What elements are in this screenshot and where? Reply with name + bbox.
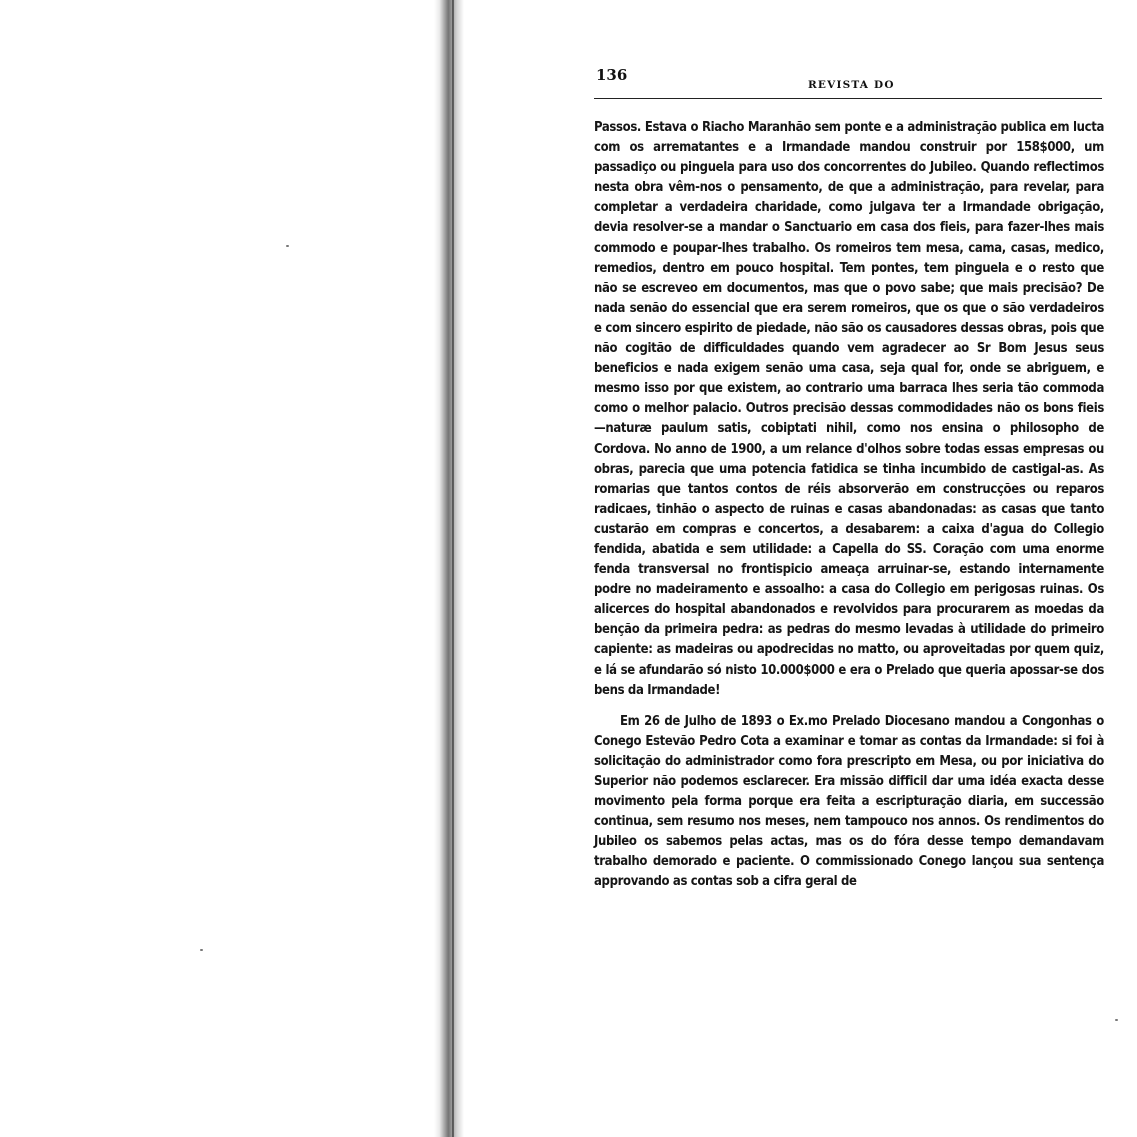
book-binding-shadow bbox=[434, 0, 464, 1137]
running-header: REVISTA DO bbox=[808, 79, 895, 91]
page-gutter-edge bbox=[452, 0, 454, 1137]
scan-speck bbox=[286, 245, 289, 247]
paragraph: Em 26 de Julho de 1893 o Ex.mo Prelado Diocesano mandou a Congonhas o Conego Estevão Pedro Cota a examinar e tomar as contas da Irmandade: si foi à solicitação do administrador como fora prescripto em Mesa, ou por iniciativa do Superior não podemos esclarecer. Era missão difficil dar uma idéa exacta desse movimento pela forma porque era feita a escripturação diaria, em successão continua, sem resumo nos meses, nem tampouco nos annos. Os rendimentos do Jubileo os sabemos pelas actas, mas os do fóra desse tempo demandavam trabalho demorado e paciente. O commissionado Conego lançou sua sentença approvando as contas sob a cifra geral de bbox=[594, 713, 1104, 890]
page-number: 136 bbox=[596, 66, 628, 84]
scan-speck bbox=[1115, 1019, 1118, 1021]
body-text bbox=[594, 118, 1104, 893]
scan-speck bbox=[200, 949, 203, 951]
header-rule bbox=[594, 98, 1102, 99]
paragraph: Passos. Estava o Riacho Maranhão sem ponte e a administração publica em lucta com os arrematantes e a Irmandade mandou construir por 158$000, um passadiço ou pinguela para uso dos concorrentes do Jubileo. Quando reflectimos nesta obra vêm-nos o pensamento, de que a administração, para revelar, para completar a verdadeira charidade, como julgava ter a Irmandade obrigação, devia resolver-se a mandar o Sanctuario em casa dos fieis, para fazer-lhes mais commodo e poupar-lhes trabalho. Os romeiros tem mesa, cama, casas, medico, remedios, dentro em pouco hospital. Tem pontes, tem pinguela e o resto que não se escreveo em documentos, mas que o povo sabe; que mais precisão? De nada senão do essencial que era serem romeiros, que os que o são verdadeiros e com sincero espirito de piedade, não são os causadores dessas obras, pois que não cogitão de difficuldades quando vem agradecer ao Sr Bom Jesus seus beneficios e nada exigem senão uma casa, seja qual for, onde se abriguem, e mesmo isso por que existem, ao contrario uma barraca lhes seria tão commoda como o melhor palacio. Outros precisão dessas commodidades não os bons fieis—naturæ paulum satis, cobiptati nihil, como nos ensina o philosopho de Cordova. No anno de 1900, a um relance d'olhos sobre todas essas empresas ou obras, parecia que uma potencia fatidica se tinha incumbido de castigal-as. As romarias que tantos contos de réis absorverão em construcções ou reparos radicaes, tinhão o aspecto de ruinas e casas abandonadas: as casas que tanto custarão em compras e concertos, a desabarem: a caixa d'agua do Collegio fendida, abatida e sem utilidade: a Capella do SS. Coração com uma enorme fenda transversal no frontispicio ameaça arruinar-se, estando internamente podre no madeiramento e assoalho: a casa do Collegio em perigosas ruinas. Os alicerces do hospital abandonados e revolvidos para procurarem as moedas da benção da primeira pedra: as pedras do mesmo levadas à utilidade do primeiro capiente: as madeiras ou apodrecidas no matto, ou aproveitadas por quem quiz, e lá se afundarão só nisto 10.000$000 e era o Prelado que queria apossar-se dos bens da Irmandade! bbox=[594, 120, 1104, 698]
